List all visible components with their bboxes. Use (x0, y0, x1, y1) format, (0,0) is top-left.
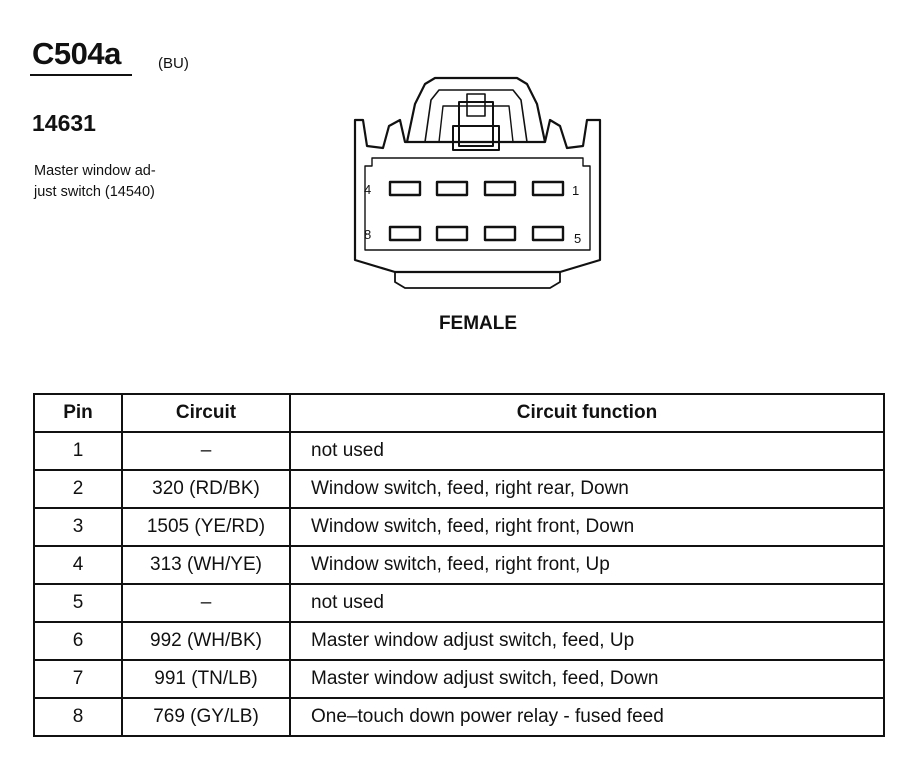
connector-face-diagram (335, 70, 615, 305)
latch (459, 102, 493, 146)
row-circuit: 313 (WH/YE) (122, 546, 290, 584)
description-line-1: Master window ad- (34, 163, 156, 179)
row-circuit: 1505 (YE/RD) (122, 508, 290, 546)
connector-color-code: (BU) (158, 55, 189, 72)
row-function: Master window adjust switch, feed, Down (290, 660, 884, 698)
table-row (34, 432, 884, 470)
row-pin: 2 (34, 470, 122, 508)
description-line-2: just switch (14540) (34, 184, 155, 200)
row-pin: 3 (34, 508, 122, 546)
row-function: Master window adjust switch, feed, Up (290, 622, 884, 660)
row-function: One–touch down power relay - fused feed (290, 698, 884, 736)
connector-id-underline (30, 74, 132, 76)
row-pin: 6 (34, 622, 122, 660)
row-circuit: – (122, 432, 290, 470)
header-circuit-function: Circuit function (290, 394, 884, 432)
table-row (34, 622, 884, 660)
row-circuit: – (122, 584, 290, 622)
part-number: 14631 (32, 110, 96, 136)
row-pin: 8 (34, 698, 122, 736)
pin-label-8: 8 (364, 227, 372, 242)
row-function: not used (290, 584, 884, 622)
row-circuit: 992 (WH/BK) (122, 622, 290, 660)
row-pin: 7 (34, 660, 122, 698)
row-function: Window switch, feed, right front, Down (290, 508, 884, 546)
table-row (34, 470, 884, 508)
terminal-row-bottom (390, 227, 563, 240)
row-function: Window switch, feed, right front, Up (290, 546, 884, 584)
connector-id: C504a (32, 36, 121, 71)
header-pin: Pin (34, 394, 122, 432)
row-circuit: 991 (TN/LB) (122, 660, 290, 698)
pin-table (33, 393, 885, 737)
terminal-row-top (390, 182, 563, 195)
row-pin: 5 (34, 584, 122, 622)
table-row (34, 698, 884, 736)
table-row (34, 508, 884, 546)
table-row (34, 584, 884, 622)
latch-housing (407, 78, 545, 142)
table-header-row (34, 394, 884, 432)
bottom-tab (395, 272, 560, 288)
pin-label-4: 4 (364, 182, 372, 197)
row-pin: 4 (34, 546, 122, 584)
row-function: Window switch, feed, right rear, Down (290, 470, 884, 508)
row-circuit: 320 (RD/BK) (122, 470, 290, 508)
view-label: FEMALE (438, 313, 518, 334)
pin-label-5: 5 (574, 231, 582, 246)
row-function: not used (290, 432, 884, 470)
row-circuit: 769 (GY/LB) (122, 698, 290, 736)
pin-label-1: 1 (572, 183, 580, 198)
connector-description (34, 161, 156, 203)
header-circuit: Circuit (122, 394, 290, 432)
table-row (34, 660, 884, 698)
table-row (34, 546, 884, 584)
row-pin: 1 (34, 432, 122, 470)
